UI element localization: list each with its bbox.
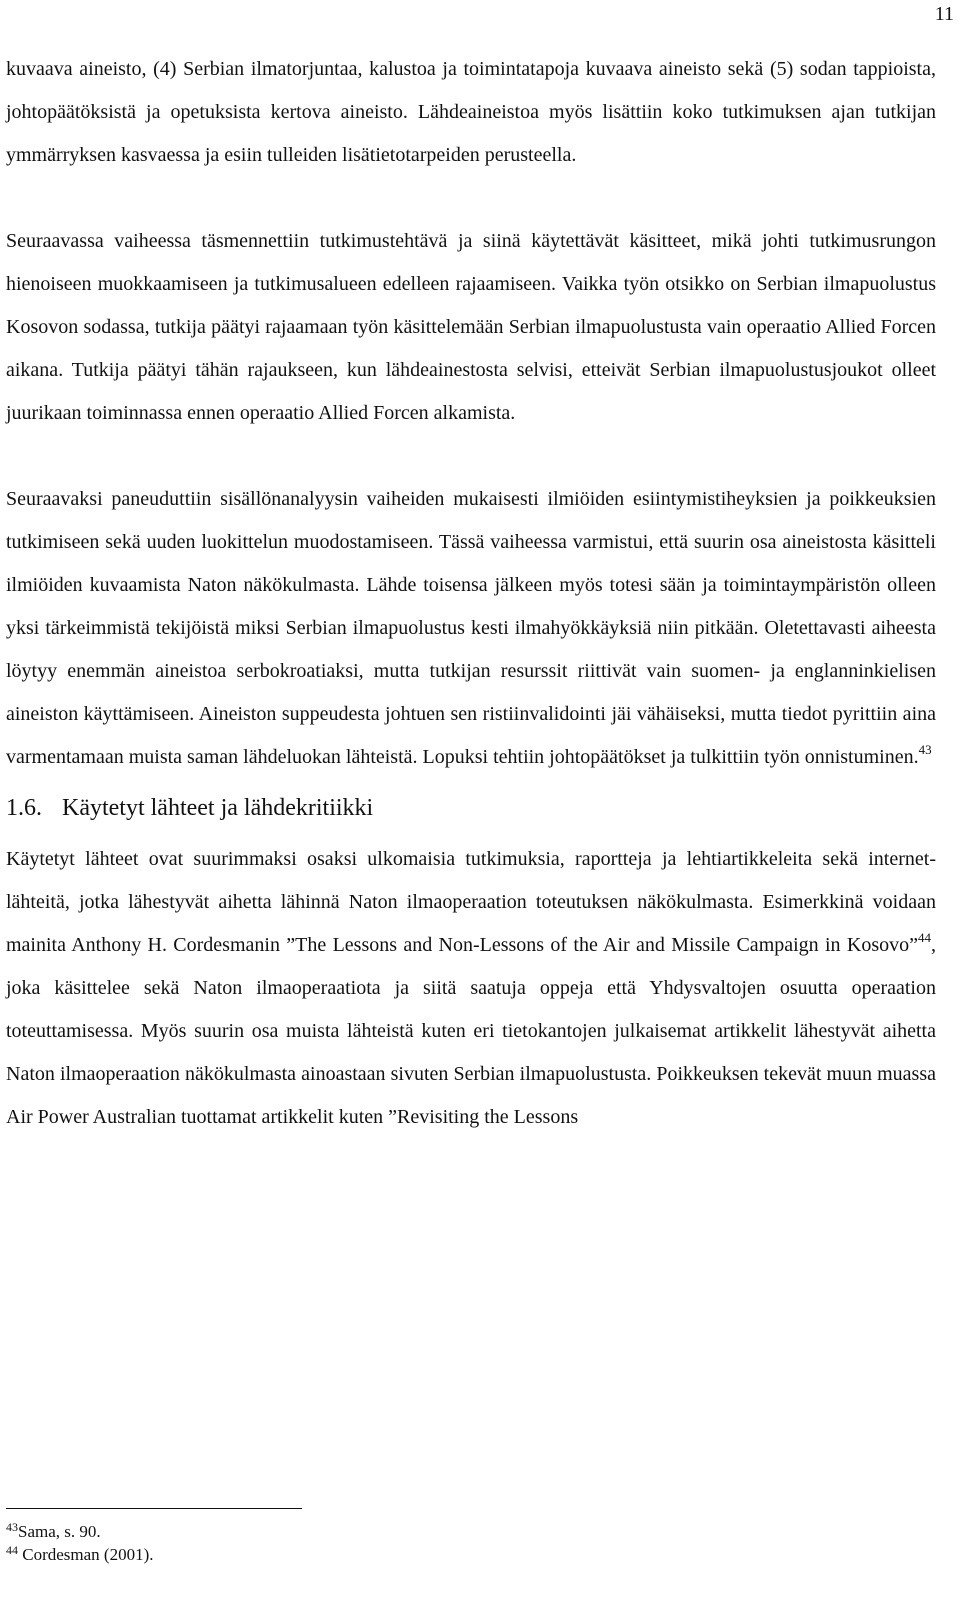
footnote-ref-43: 43 xyxy=(918,742,932,757)
paragraph-1: kuvaava aineisto, (4) Serbian ilmatorjuntaa, kalustoa ja toimintatapoja kuvaava aineisto sekä (5) sodan tappioista, johtopäätöksistä ja opetuksista kertova aineisto. Lähdeaineistoa myös lisättiin koko tutkimuksen ajan tutkijan ymmärryksen kasvaessa ja esiin tulleiden lisätietotarpeiden perusteella. xyxy=(6,58,936,166)
footnote-43 xyxy=(6,1520,606,1543)
footnotes xyxy=(6,1520,606,1566)
paragraph-2: Seuraavassa vaiheessa täsmennettiin tutkimustehtävä ja siinä käytettävät käsitteet, mikä johti tutkimusrungon hienoiseen muokkaamiseen ja tutkimusalueen edelleen rajaamiseen. Vaikka työn otsikko on Serbian ilmapuolustus Kosovon sodassa, tutkija päätyi rajaamaan työn käsittelemään Serbian ilmapuolustusta vain operaatio Allied Forcen aikana. Tutkija päätyi tähän rajaukseen, kun lähdeainestosta selvisi, etteivät Serbian ilmapuolustusjoukot olleet juurikaan toiminnassa ennen operaatio Allied Forcen alkamista. xyxy=(6,230,936,424)
section-number: 1.6. xyxy=(6,795,42,821)
section-heading xyxy=(6,779,936,838)
footnote-text: Sama, s. 90. xyxy=(18,1522,101,1541)
paragraph-3-text: Seuraavaksi paneuduttiin sisällönanalyysin vaiheiden mukaisesti ilmiöiden esiintymistiheyksien ja poikkeuksien tutkimiseen sekä uuden luokittelun muodostamiseen. Tässä vaiheessa varmistui, että suurin osa aineistosta käsitteli ilmiöiden kuvaamista Naton näkökulmasta. Lähde toisensa jälkeen myös totesi sään ja toimintaympäristön olleen yksi tärkeimmistä tekijöistä miksi Serbian ilmapuolustus kesti ilmahyökkäyksiä niin pitkään. Oletettavasti aiheesta löytyy enemmän aineistoa serbokroatiaksi, mutta tutkijan resurssit riittivät vain suomen- ja englanninkielisen aineiston käyttämiseen. Aineiston suppeudesta johtuen sen ristiinvalidointi jäi vähäiseksi, mutta tiedot pyrittiin aina varmentamaan muista saman lähdeluokan lähteistä. Lopuksi tehtiin johtopäätökset ja tulkittiin työn onnistuminen. xyxy=(6,488,936,768)
footnote-ref-44: 44 xyxy=(918,930,931,945)
document-body xyxy=(6,48,936,1139)
page-number: 11 xyxy=(934,3,954,25)
paragraph-3 xyxy=(6,478,936,779)
section-title: Käytetyt lähteet ja lähdekritiikki xyxy=(62,795,374,821)
footnote-divider xyxy=(6,1508,302,1509)
paragraph-4 xyxy=(6,838,936,1139)
footnote-text: Cordesman (2001). xyxy=(18,1545,154,1564)
footnote-number: 44 xyxy=(6,1543,18,1557)
footnote-44 xyxy=(6,1543,606,1566)
paragraph-4-part1: Käytetyt lähteet ovat suurimmaksi osaksi ulkomaisia tutkimuksia, raportteja ja lehtiartikkeleita sekä internet-lähteitä, jotka lähestyvät aihetta lähinnä Naton ilmaoperaation toteutuksen näkökulmasta. Esimerkkinä voidaan mainita Anthony H. Cordesmanin ”The Lessons and Non-Lessons of the Air and Missile Campaign in Kosovo” xyxy=(6,848,936,956)
footnote-number: 43 xyxy=(6,1520,18,1534)
paragraph-4-part2: , joka käsittelee sekä Naton ilmaoperaatiota ja siitä saatuja oppeja että Yhdysvaltojen osuutta operaation toteuttamisessa. Myös suurin osa muista lähteistä kuten eri tietokantojen julkaisemat artikkelit lähestyvät aihetta Naton ilmaoperaation näkökulmasta ainoastaan sivuten Serbian ilmapuolustusta. Poikkeuksen tekevät muun muassa Air Power Australian tuottamat artikkelit kuten ”Revisiting the Lessons xyxy=(6,934,936,1128)
